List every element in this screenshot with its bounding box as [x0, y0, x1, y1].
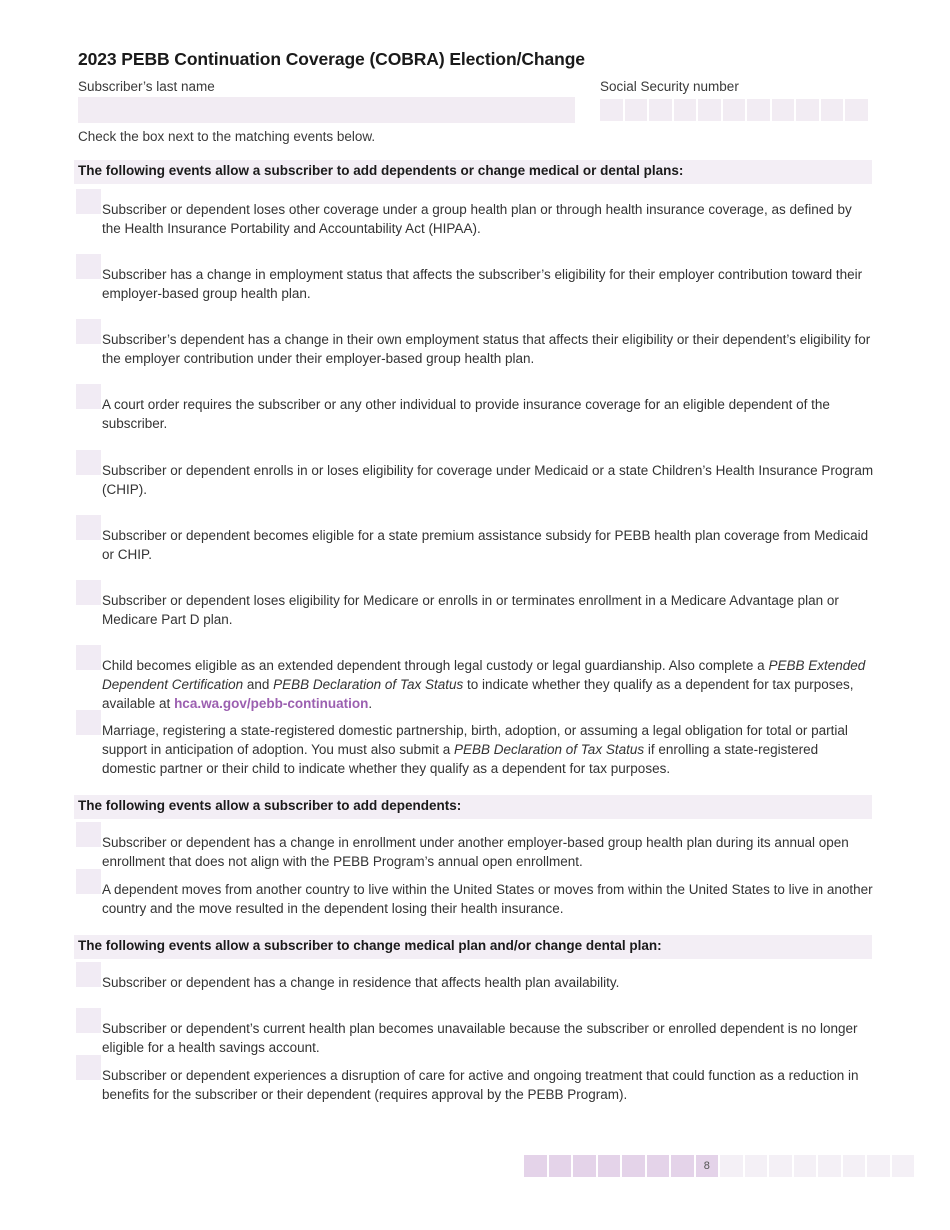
event-text: Subscriber or dependent enrolls in or loses eligibility for coverage under Medicaid or a state Children’s Health Insurance Program (CHIP).	[102, 463, 874, 497]
ssn-field[interactable]	[600, 99, 868, 121]
page-marker	[843, 1155, 866, 1177]
event-checkbox[interactable]	[76, 384, 101, 409]
event-text-part: Child becomes eligible as an extended dependent through legal custody or legal guardianship. Also complete a	[102, 658, 769, 673]
ssn-digit-box[interactable]	[772, 99, 795, 121]
event-text-part: Marriage, registering a state-registered domestic partnership, birth, adoption, or assuming a legal obligation for total or partial support in anticipation of adoption. You must also submit a	[102, 723, 848, 757]
event-text: Subscriber or dependent becomes eligible for a state premium assistance subsidy for PEBB health plan coverage from Medicaid or CHIP.	[102, 528, 869, 562]
event-text-part: and	[243, 677, 274, 692]
event-text: Subscriber or dependent has a change in residence that affects health plan availability.	[102, 975, 620, 990]
ssn-digit-box[interactable]	[723, 99, 746, 121]
continuation-link[interactable]: hca.wa.gov/pebb-continuation	[174, 696, 369, 711]
ssn-digit-box[interactable]	[649, 99, 672, 121]
ssn-label: Social Security number	[600, 79, 739, 94]
ssn-digit-box[interactable]	[796, 99, 819, 121]
event-checkbox[interactable]	[76, 822, 101, 847]
event-checkbox[interactable]	[76, 645, 101, 670]
section-heading-add-or-change: The following events allow a subscriber to add dependents or change medical or dental plans:	[74, 160, 872, 184]
section-heading-add-dependents: The following events allow a subscriber to add dependents:	[74, 795, 872, 819]
event-checkbox[interactable]	[76, 515, 101, 540]
event-checkbox[interactable]	[76, 1008, 101, 1033]
section-heading-change-plans: The following events allow a subscriber to change medical plan and/or change dental plan:	[74, 935, 872, 959]
event-checkbox[interactable]	[76, 1055, 101, 1080]
ssn-digit-box[interactable]	[600, 99, 623, 121]
event-text: Subscriber or dependent experiences a disruption of care for active and ongoing treatment that could function as a reduction in benefits for the subscriber or their dependent (requires approval by the PEBB Program).	[102, 1068, 859, 1102]
page-marker	[794, 1155, 817, 1177]
page-marker	[598, 1155, 621, 1177]
page-marker	[818, 1155, 841, 1177]
ssn-digit-box[interactable]	[698, 99, 721, 121]
page-marker	[573, 1155, 596, 1177]
event-text-part: if enrolling a state-registered domestic partner or their child to indicate whether they qualify as a dependent for tax purposes.	[102, 742, 819, 776]
instructions: Check the box next to the matching events below.	[78, 129, 376, 144]
last-name-label: Subscriber’s last name	[78, 79, 215, 94]
event-checkbox[interactable]	[76, 710, 101, 735]
event-text: Subscriber or dependent’s current health plan becomes unavailable because the subscriber or enrolled dependent is no longer eligible for a health savings account.	[102, 1021, 858, 1055]
page-marker	[647, 1155, 670, 1177]
event-text: Subscriber’s dependent has a change in their own employment status that affects their eligibility or their dependent’s eligibility for the employer contribution under their employer-based group health plan.	[102, 332, 871, 366]
event-text-part: .	[368, 696, 373, 711]
page-marker	[524, 1155, 547, 1177]
page-marker	[867, 1155, 890, 1177]
event-checkbox[interactable]	[76, 189, 101, 214]
ssn-digit-box[interactable]	[821, 99, 844, 121]
page-marker	[892, 1155, 915, 1177]
form-title-tax-status: PEBB Declaration of Tax Status	[453, 742, 645, 757]
event-text	[102, 721, 874, 778]
page-number: 8	[696, 1155, 719, 1177]
event-checkbox[interactable]	[76, 319, 101, 344]
event-text: A dependent moves from another country to live within the United States or moves from within the United States to live in another country and the move resulted in the dependent losing their health insurance.	[102, 882, 873, 916]
event-checkbox[interactable]	[76, 450, 101, 475]
event-checkbox[interactable]	[76, 869, 101, 894]
ssn-digit-box[interactable]	[625, 99, 648, 121]
page-marker	[622, 1155, 645, 1177]
form-title-tax-status: PEBB Declaration of Tax Status	[273, 677, 464, 692]
last-name-field[interactable]	[78, 97, 575, 123]
event-text: Subscriber or dependent has a change in enrollment under another employer-based group health plan during its annual open enrollment that does not align with the PEBB Program’s annual open enrollment.	[102, 835, 849, 869]
ssn-digit-box[interactable]	[747, 99, 770, 121]
event-text: A court order requires the subscriber or any other individual to provide insurance coverage for an eligible dependent of the subscriber.	[102, 397, 830, 431]
event-text: Subscriber or dependent loses other coverage under a group health plan or through health insurance coverage, as defined by the Health Insurance Portability and Accountability Act (HIPAA).	[102, 202, 852, 236]
event-checkbox[interactable]	[76, 962, 101, 987]
page-marker	[769, 1155, 792, 1177]
event-text: Subscriber or dependent loses eligibility for Medicare or enrolls in or terminates enrollment in a Medicare Advantage plan or Medicare Part D plan.	[102, 593, 839, 627]
ssn-digit-box[interactable]	[845, 99, 868, 121]
event-checkbox[interactable]	[76, 580, 101, 605]
event-text: Subscriber has a change in employment status that affects the subscriber’s eligibility for their employer contribution toward their employer-based group health plan.	[102, 267, 863, 301]
form-title: 2023 PEBB Continuation Coverage (COBRA) Election/Change	[78, 49, 585, 69]
event-text-part: to indicate whether they qualify as a dependent for tax purposes, available at	[102, 677, 854, 711]
event-text	[102, 656, 874, 713]
event-checkbox[interactable]	[76, 254, 101, 279]
page-marker	[745, 1155, 768, 1177]
page-marker	[549, 1155, 572, 1177]
page-marker	[671, 1155, 694, 1177]
page-marker	[720, 1155, 743, 1177]
form-title-extended-dependent-cert: PEBB Extended Dependent Certification	[102, 658, 866, 692]
ssn-digit-box[interactable]	[674, 99, 697, 121]
page-indicator	[524, 1155, 914, 1177]
